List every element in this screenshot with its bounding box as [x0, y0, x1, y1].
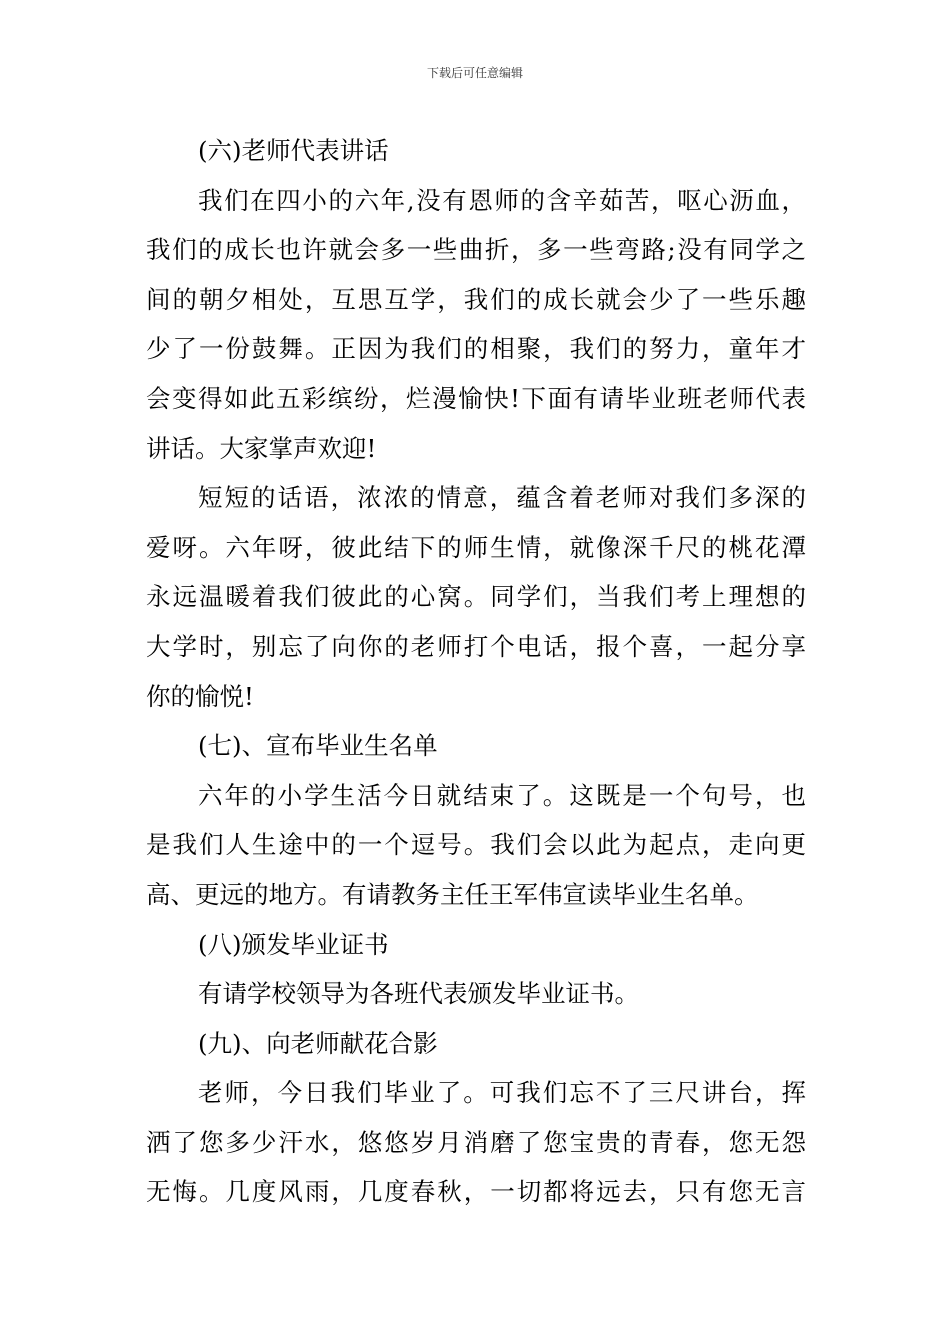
text-line: 我们的成长也许就会多一些曲折，多一些弯路;没有同学之	[146, 235, 806, 265]
text-line: (七)、宣布毕业生名单	[198, 731, 438, 761]
text-line: 大学时，别忘了向你的老师打个电话，报个喜，一起分享	[146, 631, 806, 661]
text-line: (八)颁发毕业证书	[198, 929, 389, 959]
text-line: 是我们人生途中的一个逗号。我们会以此为起点，走向更	[146, 830, 806, 860]
text-line: 我们在四小的六年,没有恩师的含辛茹苦，呕心沥血，	[198, 185, 806, 215]
page-header: 下载后可任意编辑	[426, 66, 523, 80]
text-line: 老师，今日我们毕业了。可我们忘不了三尺讲台，挥	[198, 1078, 806, 1108]
text-line: 间的朝夕相处，互思互学，我们的成长就会少了一些乐趣	[146, 284, 806, 314]
text-line: (九)、向老师献花合影	[198, 1028, 438, 1058]
text-line: 洒了您多少汗水，悠悠岁月消磨了您宝贵的青春，您无怨	[146, 1127, 806, 1157]
text-line: 爱呀。六年呀，彼此结下的师生情，就像深千尺的桃花潭	[146, 532, 806, 562]
text-line: 有请学校领导为各班代表颁发毕业证书。	[198, 979, 639, 1009]
text-line: 你的愉悦!	[146, 681, 254, 711]
text-line: 永远温暖着我们彼此的心窝。同学们，当我们考上理想的	[146, 582, 806, 612]
text-line: 无悔。几度风雨，几度春秋，一切都将远去，只有您无言	[146, 1177, 806, 1207]
text-line: (六)老师代表讲话	[198, 136, 389, 165]
text-line: 讲话。大家掌声欢迎!	[146, 433, 377, 463]
document-body	[146, 126, 806, 1217]
text-line: 短短的话语，浓浓的情意，蕴含着老师对我们多深的	[198, 483, 806, 513]
text-line: 会变得如此五彩缤纷，烂漫愉快!下面有请毕业班老师代表	[146, 383, 806, 413]
text-line: 六年的小学生活今日就结束了。这既是一个句号，也	[198, 780, 806, 810]
text-line: 高、更远的地方。有请教务主任王军伟宣读毕业生名单。	[146, 879, 759, 909]
text-line: 少了一份鼓舞。正因为我们的相聚，我们的努力，童年才	[146, 334, 806, 364]
